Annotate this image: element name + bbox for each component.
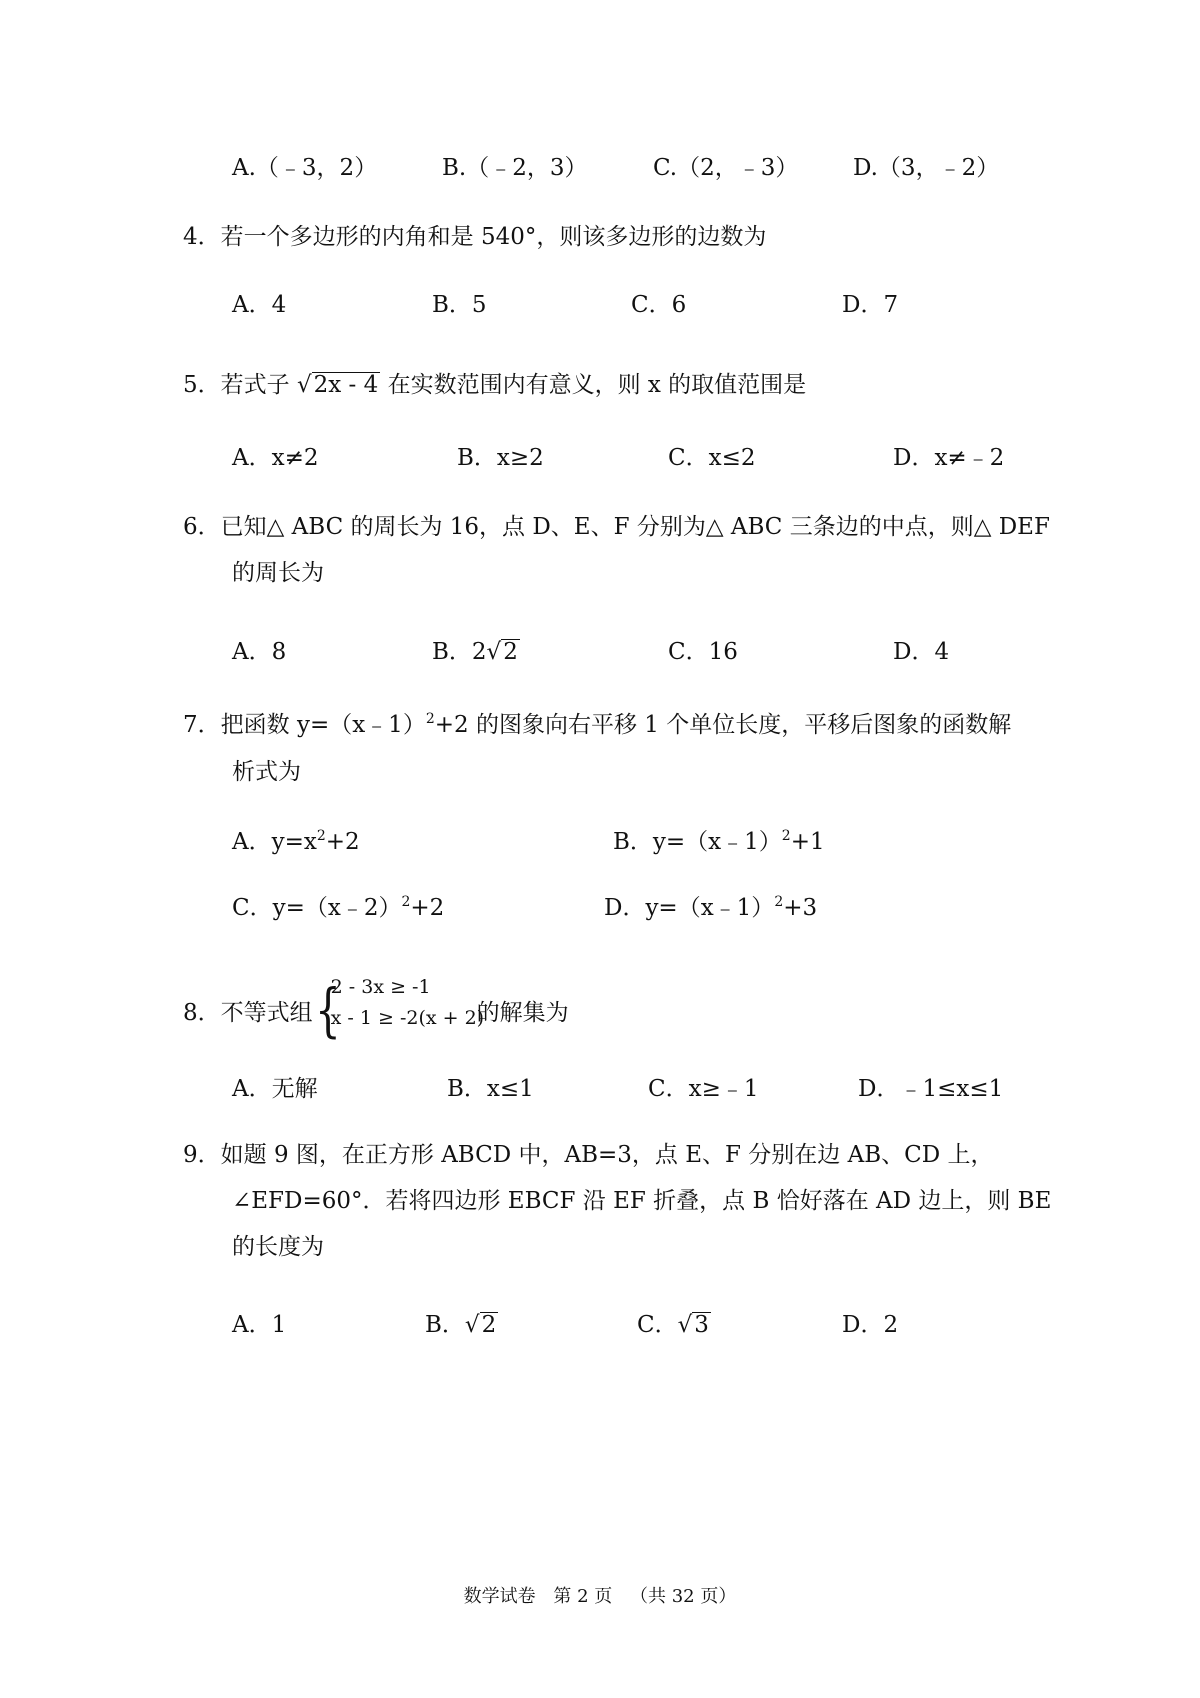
- q9-option-c-sqrt: √3: [677, 1312, 709, 1338]
- q3-option-a: A.（﹣3，2）: [232, 155, 378, 181]
- q3-option-d: D.（3，﹣2）: [853, 155, 1000, 181]
- q4-stem: 4．若一个多边形的内角和是 540°，则该多边形的边数为: [183, 224, 767, 250]
- q5-option-c: C．x≤2: [668, 445, 756, 471]
- q9-stem-line3: 的长度为: [232, 1234, 324, 1260]
- q8-brace: {: [314, 976, 341, 1044]
- q3-options: [0, 153, 1200, 183]
- q9-option-c: [637, 1310, 711, 1340]
- q8-stem-before: 8．不等式组: [183, 1000, 313, 1026]
- q7-stem-line2: 析式为: [232, 759, 301, 785]
- q7-options-row2: [0, 893, 1200, 923]
- q8-system-line2: x - 1 ≥ -2(x + 2): [330, 1007, 485, 1029]
- q6-option-a: A．8: [232, 639, 287, 665]
- q7-option-c-exponent: 2: [401, 894, 411, 910]
- q6-option-b: [432, 637, 520, 667]
- q6-option-d: D．4: [893, 639, 950, 665]
- q5-sqrt-expression: √2x - 4: [296, 372, 379, 398]
- q8-option-a: A．无解: [232, 1076, 318, 1102]
- q3-option-c: C.（2，﹣3）: [653, 155, 799, 181]
- q7-option-b: [613, 827, 825, 857]
- q7-stem-line1: [183, 710, 1011, 740]
- q6-option-b-radicand: 2: [503, 639, 518, 665]
- q5-stem-before: 5．若式子: [183, 372, 290, 398]
- footer-subject: 数学试卷: [463, 1586, 536, 1607]
- q8-system-line1: 2 - 3x ≥ -1: [330, 976, 431, 998]
- q6-option-b-label: B．: [432, 639, 472, 665]
- q8-stem: [183, 976, 569, 1045]
- q7-option-a-exponent: 2: [316, 828, 326, 844]
- q9-option-b-sqrt: √2: [464, 1312, 497, 1338]
- q7-option-a: [232, 827, 360, 857]
- q3-option-b: B.（﹣2，3）: [442, 155, 588, 181]
- q9-stem-line2: ∠EFD=60°．若将四边形 EBCF 沿 EF 折叠，点 B 恰好落在 AD 边上，则 BE: [232, 1188, 1052, 1214]
- q7-options-row1: [0, 827, 1200, 857]
- q9-option-c-radicand: 3: [694, 1312, 709, 1338]
- q5-radicand: 2x - 4: [313, 372, 379, 398]
- q7-option-a-base: A．y=x: [232, 829, 317, 855]
- q9-options: [0, 1310, 1200, 1340]
- q7-option-c: [232, 893, 444, 923]
- q7-stem-line1-b: +2 的图象向右平移 1 个单位长度，平移后图象的函数解: [434, 712, 1012, 738]
- q9-option-c-label: C．: [637, 1312, 678, 1338]
- q7-option-d-rest: +3: [783, 895, 818, 921]
- q7-option-a-rest: +2: [325, 829, 360, 855]
- q5-stem: [183, 370, 806, 400]
- q6-options: [0, 637, 1200, 667]
- footer-page-number: 第 2 页: [553, 1586, 613, 1607]
- q8-inequality-system: [314, 976, 485, 1045]
- q4-options: [0, 290, 1200, 320]
- q5-option-d: D．x≠﹣2: [893, 445, 1005, 471]
- q5-options: [0, 443, 1200, 473]
- q5-stem-after: 在实数范围内有意义，则 x 的取值范围是: [387, 372, 807, 398]
- q6-stem-line1: 6．已知△ ABC 的周长为 16，点 D、E、F 分别为△ ABC 三条边的中点，则△ DEF: [183, 514, 1050, 540]
- q9-option-b: [425, 1310, 498, 1340]
- q6-option-b-sqrt: √2: [486, 639, 518, 665]
- q7-option-d-base: D．y=（x﹣1）: [604, 895, 775, 921]
- q7-option-b-base: B．y=（x﹣1）: [613, 829, 782, 855]
- q9-option-b-label: B．: [425, 1312, 465, 1338]
- q9-stem-line1: 9．如题 9 图，在正方形 ABCD 中，AB=3，点 E、F 分别在边 AB、CD 上，: [183, 1142, 994, 1168]
- q7-stem-line1-a: 7．把函数 y=（x﹣1）: [183, 712, 426, 738]
- page-footer: [0, 1585, 1200, 1609]
- footer-total-pages: （共 32 页）: [630, 1586, 737, 1607]
- q6-option-c: C．16: [668, 639, 738, 665]
- q4-option-d: D．7: [842, 292, 899, 318]
- q4-option-a: A．4: [232, 292, 287, 318]
- q8-option-c: C．x≥﹣1: [648, 1076, 759, 1102]
- q8-stem-after: 的解集为: [476, 1000, 569, 1026]
- q6-stem-line2: 的周长为: [232, 560, 324, 586]
- q8-options: [0, 1074, 1200, 1104]
- q7-option-b-exponent: 2: [781, 828, 791, 844]
- q8-option-b: B．x≤1: [447, 1076, 534, 1102]
- q8-option-d: D．﹣1≤x≤1: [858, 1076, 1004, 1102]
- q5-option-b: B．x≥2: [457, 445, 544, 471]
- q9-option-b-radicand: 2: [481, 1312, 497, 1338]
- q7-stem-exponent: 2: [425, 711, 435, 727]
- q6-option-b-coef: 2: [471, 639, 487, 665]
- q7-option-b-rest: +1: [790, 829, 825, 855]
- q9-option-a: A．1: [232, 1312, 287, 1338]
- q4-option-c: C．6: [631, 292, 687, 318]
- q7-option-c-base: C．y=（x﹣2）: [232, 895, 402, 921]
- q7-option-d-exponent: 2: [774, 894, 784, 910]
- q4-option-b: B．5: [432, 292, 487, 318]
- q5-option-a: A．x≠2: [232, 445, 319, 471]
- q7-option-d: [604, 893, 817, 923]
- q9-option-d: D．2: [842, 1312, 899, 1338]
- q7-option-c-rest: +2: [410, 895, 445, 921]
